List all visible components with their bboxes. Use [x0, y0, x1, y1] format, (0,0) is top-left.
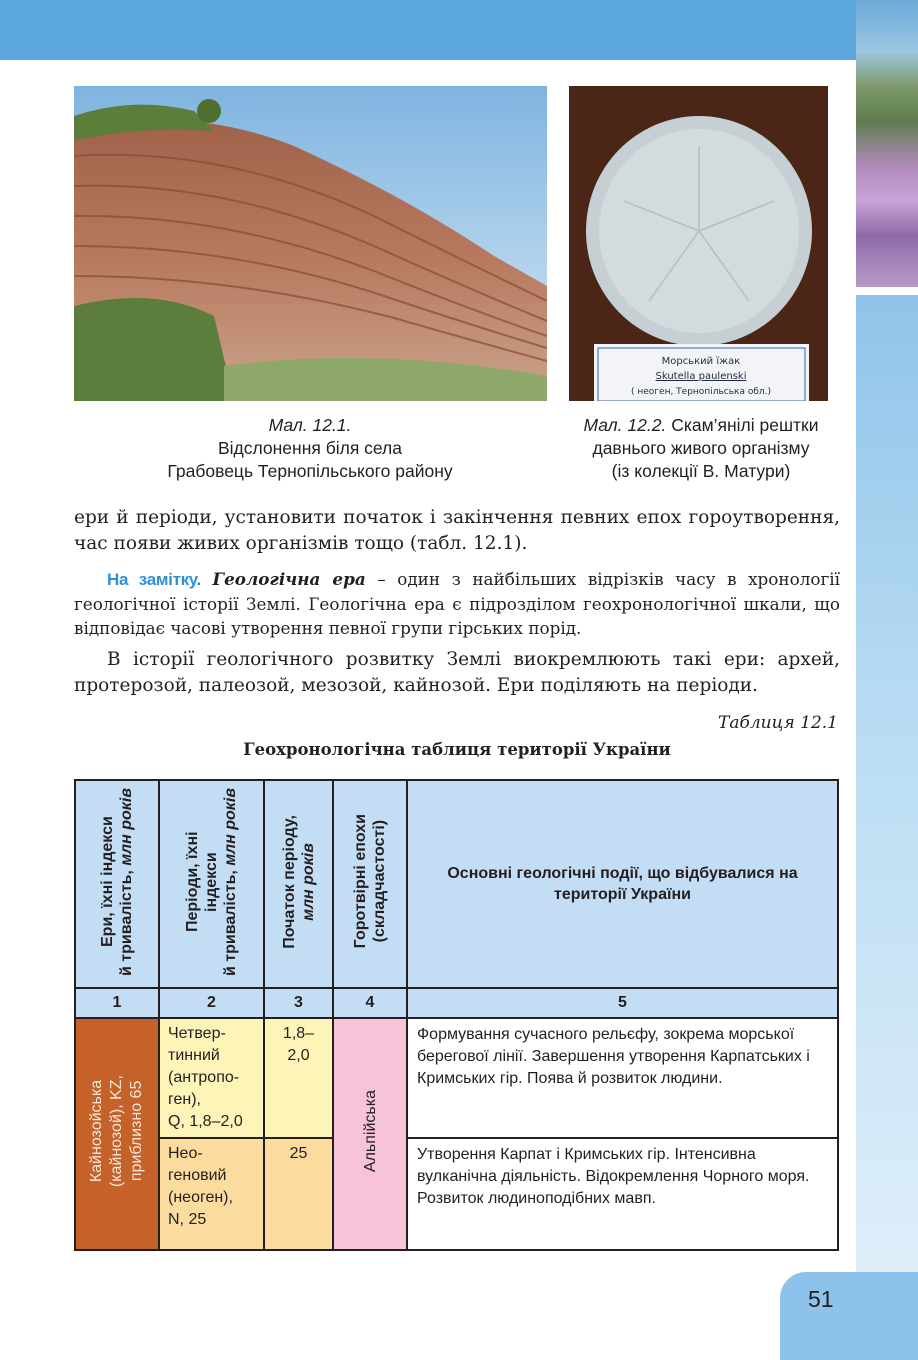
col-number: 5: [407, 988, 838, 1018]
header-main-events: Основні геологічні події, що відбувалися на території України: [407, 780, 838, 988]
table-row: [75, 1018, 838, 1138]
header-period-start: Початок періоду, млн років: [264, 780, 333, 988]
events-neogene: Утворення Карпат і Кримських гір. Інтенсивна вулканічна діяльність. Відокремлення Чорного моря. Розвиток людиноподібних мавп.: [407, 1138, 838, 1250]
fossil-photo: [569, 86, 828, 401]
period-start-quaternary: 1,8– 2,0: [264, 1018, 333, 1138]
page-number: 51: [808, 1286, 834, 1312]
col-number: 4: [333, 988, 407, 1018]
fossil-label-line1: Морський їжак: [661, 356, 741, 367]
caption-line: Відслонення біля села: [217, 438, 403, 458]
figure-number: Мал. 12.1.: [268, 415, 352, 435]
table-header-row: [75, 780, 838, 988]
note-text: – один з найбільших відрізків часу в хронології геологічної історії Землі. Геологічна ера є підрозділом геохронологічної шкали, що відповідає часові утворення певної групи гірських порід.: [74, 569, 840, 638]
side-color-strip: [856, 295, 918, 1360]
col-number: 2: [159, 988, 264, 1018]
note-lead: На замітку.: [107, 570, 201, 589]
header-eras: Ери, їхні індекси й тривалість, млн років: [75, 780, 159, 988]
period-start-neogene: 25: [264, 1138, 333, 1250]
page-number-tab: [780, 1272, 918, 1360]
paragraph-continuation: ери й періоди, установити початок і закінчення певних епох гороутворення, час появи живих організмів тощо (табл. 12.1).: [74, 507, 840, 554]
geochronological-table: [74, 779, 839, 1251]
figure-caption-12-1: [110, 414, 510, 483]
caption-line: (із колекції В. Матури): [611, 461, 791, 481]
era-cenozoic: Кайнозойська (кайнозой), KZ, приблизно 65: [75, 1018, 159, 1250]
note-paragraph: [74, 567, 840, 640]
table-title: Геохронологічна таблиця території України: [243, 740, 671, 759]
column-number-row: [75, 988, 838, 1018]
header-orogenic-epochs: Горотвірні епохи (складчастості): [333, 780, 407, 988]
top-color-bar: [0, 0, 856, 60]
caption-line: Скам’янілі рештки: [671, 415, 819, 435]
caption-line: давнього живого організму: [592, 438, 810, 458]
note-term: Геологічна ера: [212, 569, 366, 589]
events-quaternary: Формування сучасного рельєфу, зокрема морської берегової лінії. Завершення утворення Карпатських і Кримських гір. Поява й розвиток людини.: [407, 1018, 838, 1138]
outcrop-photo: [74, 86, 547, 401]
fossil-label-line2: Skutella paulenski: [655, 371, 747, 382]
figure-number: Мал. 12.2.: [583, 415, 667, 435]
fossil-label-line3: ( неоген, Тернопільська обл.): [631, 387, 771, 397]
paragraph-eras: В історії геологічного розвитку Землі виокремлюють такі ери: архей, протерозой, палеозой, мезозой, кайнозой. Ери поділяють на періоди.: [74, 649, 840, 696]
epoch-alpine: Альпійська: [333, 1018, 407, 1250]
outcrop-illustration: [74, 86, 547, 401]
col-number: 1: [75, 988, 159, 1018]
period-neogene: Нео- геновий (неоген), N, 25: [159, 1138, 264, 1250]
table-row: [75, 1138, 838, 1250]
table-label: Таблиця 12.1: [718, 713, 838, 733]
fossil-illustration: [569, 86, 828, 401]
period-quaternary: Четвер- тинний (антропо- ген), Q, 1,8–2,0: [159, 1018, 264, 1138]
header-periods: Періоди, їхні індекси й тривалість, млн років: [159, 780, 264, 988]
side-decorative-photo: [856, 0, 918, 287]
figure-caption-12-2: [556, 414, 846, 483]
col-number: 3: [264, 988, 333, 1018]
caption-line: Грабовець Тернопільського району: [167, 461, 453, 481]
